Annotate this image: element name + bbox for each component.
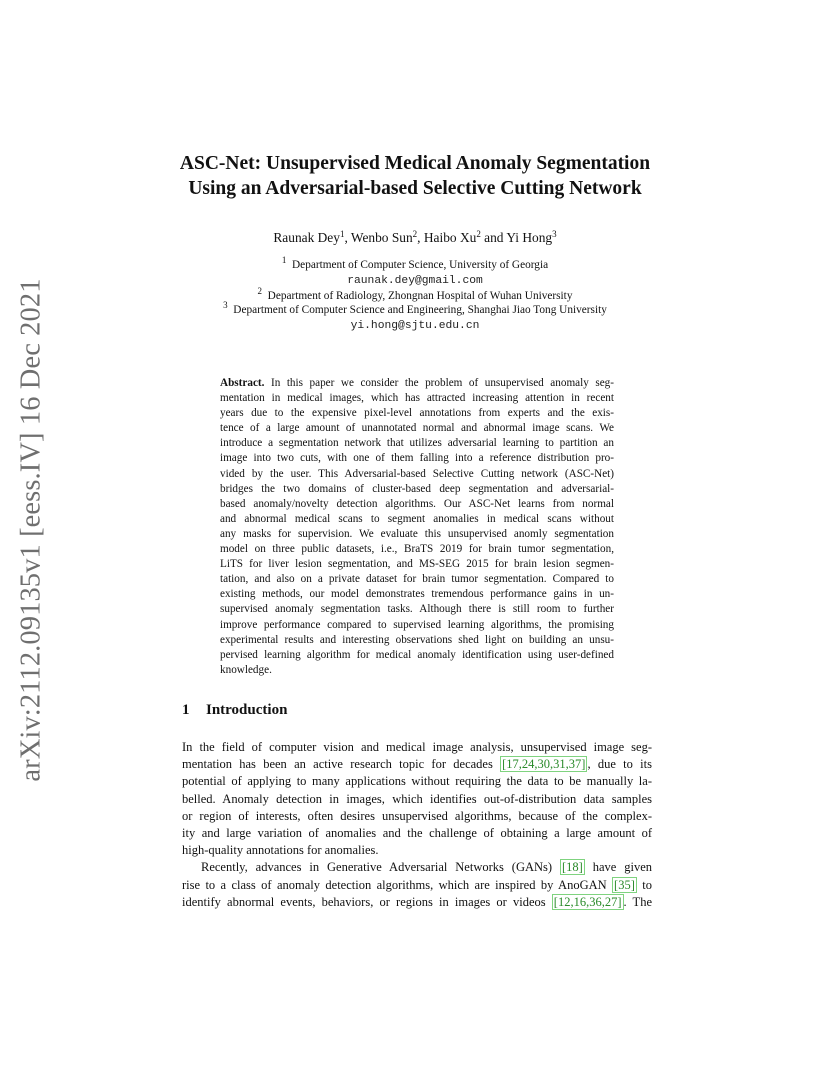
- section-number: 1: [182, 702, 190, 718]
- affil-text: Department of Radiology, Zhongnan Hospital of Wuhan University: [267, 289, 573, 302]
- body-line: [182, 859, 652, 876]
- affil-mark: 3: [223, 300, 228, 311]
- body-line: or region of interests, often desires unsupervised algorithms, because of the complex-: [182, 808, 652, 823]
- author-affil-mark: 1: [339, 229, 345, 239]
- author-name: Raunak Dey: [273, 230, 340, 245]
- author-affil-mark: 3: [552, 229, 557, 239]
- introduction-body: [182, 739, 652, 911]
- abstract-line: existing methods, our model demonstrates tremendous performance gains in un-: [220, 588, 614, 601]
- body-text-run: mentation has been an active research topic for decades: [182, 757, 501, 772]
- citation-link[interactable]: [17,24,30,31,37]: [502, 757, 586, 772]
- body-line: [182, 877, 652, 894]
- abstract-line: LiTS for liver lesion segmentation, and MS-SEG 2015 for brain lesion segmen-: [220, 558, 614, 571]
- abstract-line: model on three public datasets, i.e., BraTS 2019 for brain tumor segmentation,: [220, 543, 614, 556]
- body-line: belled. Anomaly detection in images, which identifies out-of-distribution data samples: [182, 791, 652, 806]
- abstract-line: pervised learning algorithm for medical anomaly identification using user-defined: [220, 648, 614, 661]
- abstract-line: supervised anomaly segmentation tasks. Although there is still room to further: [220, 603, 614, 616]
- email-1[interactable]: [140, 273, 690, 289]
- author-name: , Wenbo Sun: [344, 230, 413, 245]
- abstract-line: tence of a large amount of unannotated normal and abnormal image scans. We: [220, 422, 614, 435]
- abstract-label: Abstract.: [220, 377, 265, 389]
- author-affil-mark: 2: [476, 229, 481, 239]
- title-line-2: Using an Adversarial-based Selective Cutting Network: [188, 178, 642, 199]
- abstract-line: tation, and also on a private dataset for brain tumor segmentation. Compared to: [220, 573, 614, 586]
- affiliation-3: [140, 300, 690, 318]
- abstract-line: years due to the expensive pixel-level annotations from experts and the exis-: [220, 407, 614, 420]
- body-text-run: . The: [623, 894, 652, 909]
- title-line-1: ASC-Net: Unsupervised Medical Anomaly Segmentation: [179, 153, 651, 174]
- body-line: potential of applying to many applications without requiring the data to be manually la-: [182, 774, 652, 789]
- author-name: , Haibo Xu: [417, 230, 477, 245]
- body-line: In the field of computer vision and medical image analysis, unsupervised image seg-: [182, 740, 652, 754]
- abstract-line: knowledge.: [220, 663, 272, 676]
- body-line: [182, 894, 652, 911]
- abstract-line: [220, 376, 614, 391]
- body-text-run: , due to its: [587, 757, 652, 772]
- body-line: high-quality annotations for anomalies.: [182, 843, 379, 858]
- email-address[interactable]: raunak.dey@gmail.com: [347, 274, 483, 287]
- abstract-line: vided by the user. This Adversarial-based Selective Cutting network (ASC-Net): [220, 467, 614, 480]
- affiliation-1: [140, 255, 690, 273]
- email-2[interactable]: [140, 318, 690, 334]
- affil-text: Department of Computer Science and Engineering, Shanghai Jiao Tong University: [233, 304, 607, 317]
- body-line: ity and large variation of anomalies and the challenge of obtaining a large amount of: [182, 825, 652, 840]
- body-text-run: Recently, advances in Generative Adversarial Networks (GANs): [201, 860, 560, 875]
- body-text-run: rise to a class of anomaly detection algorithms, which are inspired by AnoGAN: [182, 877, 613, 892]
- abstract-line: based anomaly/novelty detection algorithms. Our ASC-Net learns from normal: [220, 497, 614, 510]
- arxiv-watermark: [12, 278, 52, 782]
- email-address[interactable]: yi.hong@sjtu.edu.cn: [350, 320, 480, 333]
- affiliations: [140, 255, 690, 334]
- author-list: [140, 229, 690, 247]
- author-affil-mark: 2: [412, 229, 418, 239]
- citation-link[interactable]: [18]: [561, 860, 583, 875]
- abstract-line: and abnormal medical scans to segment anomalies in medical scans without: [220, 512, 614, 525]
- abstract-line: bridges the two domains of cluster-based deep segmentation and adversarial-: [220, 482, 614, 495]
- abstract-line: any masks for supervision. We evaluate this unsupervised anomly segmentation: [220, 527, 614, 540]
- body-text-run: to: [636, 877, 652, 892]
- affil-mark: 2: [257, 285, 262, 296]
- abstract-line: image into two cuts, with one of them falling into a reference distribution pro-: [220, 452, 614, 465]
- arxiv-identifier: arXiv:2112.09135v1 [eess.IV] 16 Dec 2021: [16, 278, 48, 782]
- paper-title: [140, 151, 690, 201]
- body-text-run: identify abnormal events, behaviors, or regions in images or videos: [182, 894, 552, 909]
- body-text-run: have given: [584, 860, 653, 875]
- abstract-text: In this paper we consider the problem of unsupervised anomaly seg-: [264, 377, 614, 389]
- section-heading: [182, 702, 287, 719]
- section-title: Introduction: [206, 702, 288, 718]
- body-line: [182, 756, 652, 773]
- abstract: [220, 376, 614, 678]
- author-name: and Yi Hong: [480, 230, 553, 245]
- abstract-line: mentation in medical images, which has attracted increasing attention in recent: [220, 392, 614, 405]
- abstract-line: introduce a segmentation network that utilizes adversarial learning to partition an: [220, 437, 614, 450]
- abstract-line: experimental results and interesting observations shed light on building an unsu-: [220, 633, 614, 646]
- affil-mark: 1: [281, 255, 287, 265]
- citation-link[interactable]: [12,16,36,27]: [553, 894, 622, 909]
- affil-text: Department of Computer Science, University of Georgia: [292, 259, 549, 271]
- citation-link[interactable]: [35]: [614, 877, 635, 892]
- abstract-line: improve performance compared to supervised learning algorithms, the promising: [220, 618, 614, 631]
